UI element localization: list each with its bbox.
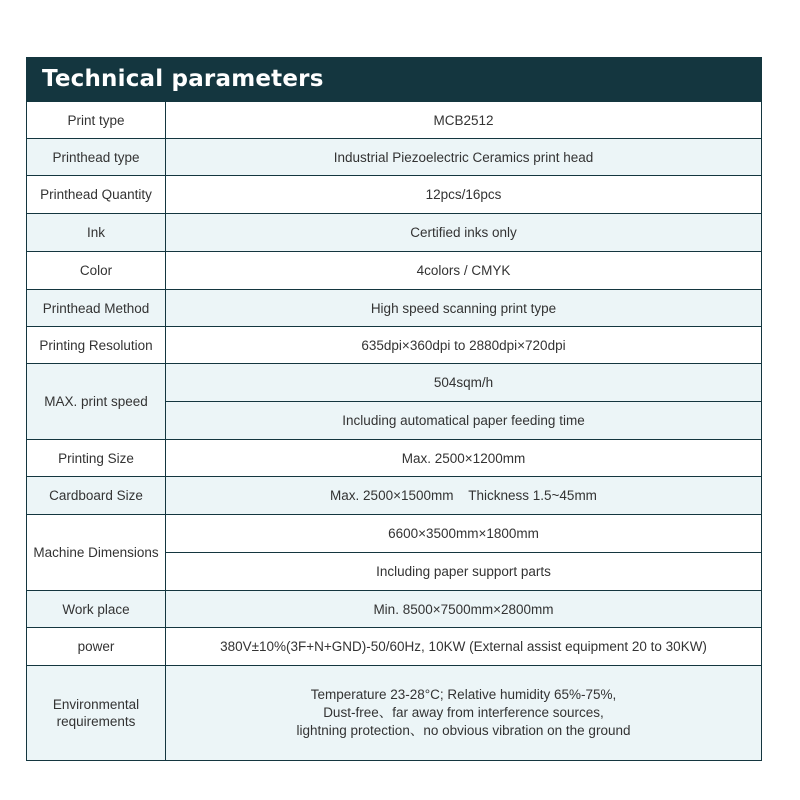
- row-value: [166, 666, 762, 761]
- table-row: [27, 666, 762, 761]
- table-row: [27, 176, 762, 214]
- parameters-sheet: [26, 57, 762, 761]
- row-value: 635dpi×360dpi to 2880dpi×720dpi: [166, 327, 762, 364]
- row-value: 380V±10%(3F+N+GND)-50/60Hz, 10KW (External assist equipment 20 to 30KW): [166, 628, 762, 666]
- table-row: [27, 591, 762, 628]
- row-value: Max. 2500×1200mm: [166, 440, 762, 477]
- row-value: Max. 2500×1500mm Thickness 1.5~45mm: [166, 477, 762, 515]
- row-value-note: Including automatical paper feeding time: [166, 402, 762, 440]
- row-label: Color: [27, 252, 166, 290]
- row-label: MAX. print speed: [27, 364, 166, 440]
- table-row: [27, 214, 762, 252]
- table-row: [27, 139, 762, 176]
- row-value: Industrial Piezoelectric Ceramics print head: [166, 139, 762, 176]
- table-row: [27, 477, 762, 515]
- table-row: [27, 102, 762, 139]
- row-label: power: [27, 628, 166, 666]
- row-label: Printhead type: [27, 139, 166, 176]
- row-label: Printhead Quantity: [27, 176, 166, 214]
- row-label: Print type: [27, 102, 166, 139]
- page-title: Technical parameters: [42, 66, 324, 92]
- parameters-table: [26, 101, 762, 761]
- table-row: [27, 327, 762, 364]
- env-line-3: lightning protection、no obvious vibration on the ground: [296, 723, 631, 738]
- table-row: [27, 515, 762, 553]
- row-label: Printing Resolution: [27, 327, 166, 364]
- table-row: [27, 628, 762, 666]
- row-label: Machine Dimensions: [27, 515, 166, 591]
- row-value: 504sqm/h: [166, 364, 762, 402]
- row-value: 6600×3500mm×1800mm: [166, 515, 762, 553]
- row-value: 12pcs/16pcs: [166, 176, 762, 214]
- table-row: [27, 290, 762, 327]
- row-label: Printing Size: [27, 440, 166, 477]
- row-label: Printhead Method: [27, 290, 166, 327]
- row-value: 4colors / CMYK: [166, 252, 762, 290]
- row-label: Work place: [27, 591, 166, 628]
- title-bar: [26, 57, 762, 101]
- row-value: MCB2512: [166, 102, 762, 139]
- env-line-1: Temperature 23-28°C; Relative humidity 65%-75%,: [310, 687, 617, 702]
- table-row: [27, 364, 762, 402]
- table-row: [27, 440, 762, 477]
- row-value-note: Including paper support parts: [166, 553, 762, 591]
- row-label: Ink: [27, 214, 166, 252]
- row-label: Cardboard Size: [27, 477, 166, 515]
- env-line-2: Dust-free、far away from interference sources,: [323, 705, 604, 720]
- row-label: [27, 666, 166, 761]
- row-value: High speed scanning print type: [166, 290, 762, 327]
- row-value: Min. 8500×7500mm×2800mm: [166, 591, 762, 628]
- row-value: Certified inks only: [166, 214, 762, 252]
- table-row: [27, 252, 762, 290]
- environmental-label: Environmental requirements: [52, 697, 140, 729]
